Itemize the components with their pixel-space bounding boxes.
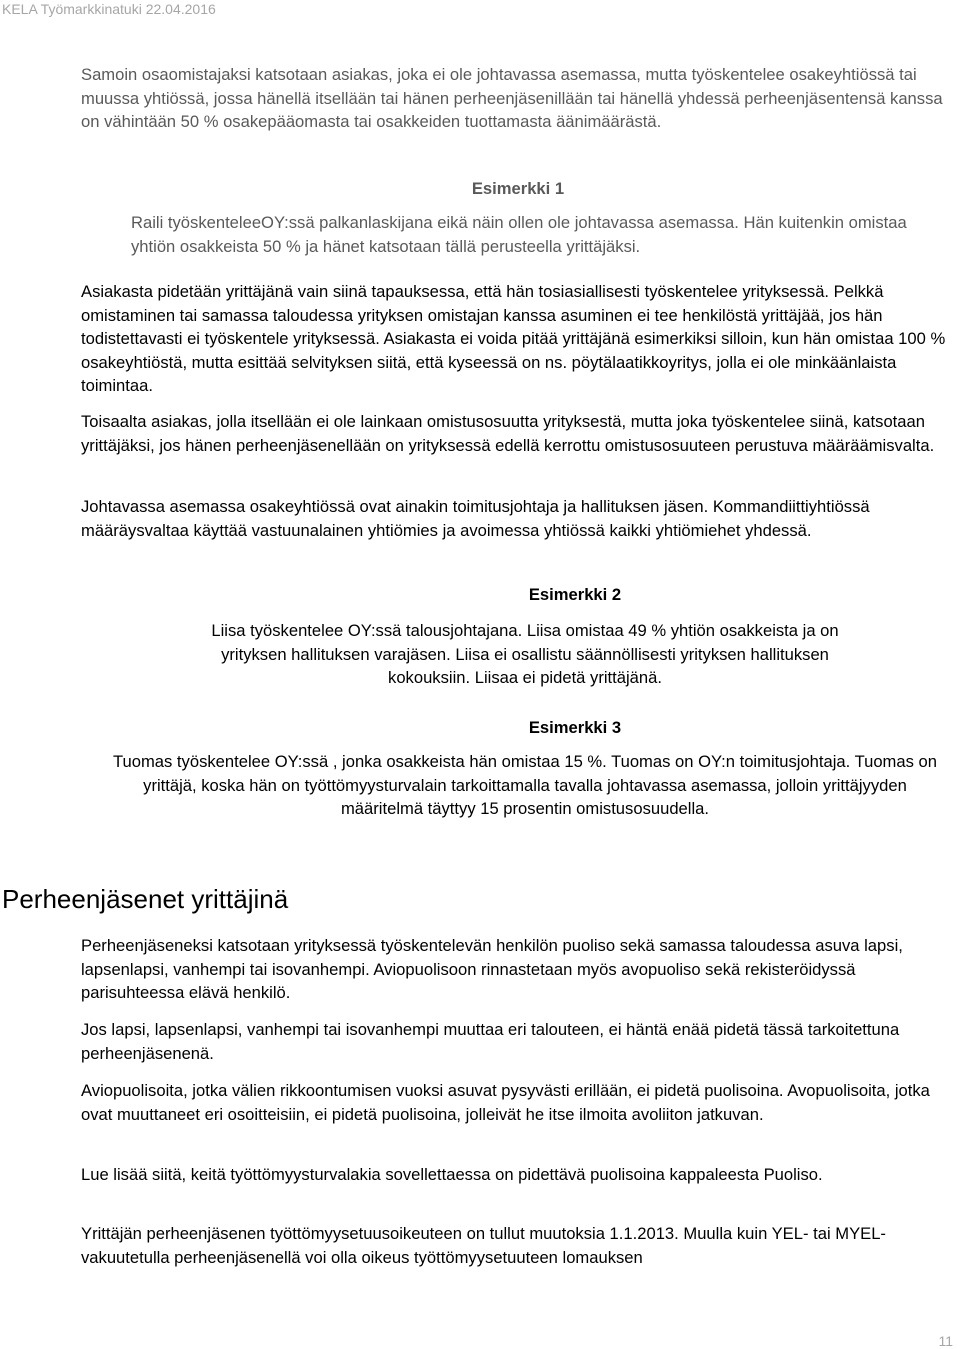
- example-1-title: Esimerkki 1: [471, 179, 565, 198]
- example-2-title: Esimerkki 2: [528, 585, 622, 604]
- example-3-title: Esimerkki 3: [528, 718, 622, 737]
- paragraph-osaomistaja: Samoin osaomistajaksi katsotaan asiakas, joka ei ole johtavassa asemassa, mutta työskentelee osakeyhtiössä tai muussa yhtiössä, jossa hänellä itsellään tai hänen perheenjäsenillään tai hänellä yhdessä perheenjäsentensä kanssa on vähintään 50 % osakepääomasta tai osakkeiden tuottamasta äänimäärästä.: [81, 65, 943, 131]
- paragraph-yrittaja-tyoskentelee: Asiakasta pidetään yrittäjänä vain siinä tapauksessa, että hän tosiasiallisesti työskentelee yrityksessä. Pelkkä omistaminen tai samassa taloudessa yrityksen omistajan kanssa asuminen ei tee henkilöstä yrittäjää, jos hän todistettavasti ei työskentele yrityksessä. Asiakasta ei voida pitää yrittäjänä esimerkiksi silloin, kun hän omistaa 100 % osakeyhtiöstä, mutta esittää selvityksen siitä, että kyseessä on ns. pöytälaatikkoyritys, jolla ei ole minkäänlaista toimintaa.: [81, 282, 946, 395]
- section-heading: Perheenjäsenet yrittäjinä: [2, 884, 289, 914]
- paragraph-muutto: Jos lapsi, lapsenlapsi, vanhempi tai isovanhempi muuttaa eri talouteen, ei häntä enää pidetä tässä tarkoitettuna perheenjäsenenä.: [81, 1020, 900, 1063]
- paragraph-perheenjasen-maaritelma: Perheenjäseneksi katsotaan yrityksessä työskentelevän henkilön puoliso sekä samassa taloudessa asuva lapsi, lapsenlapsi, vanhempi tai isovanhempi. Aviopuolisoon rinnastetaan myös avopuoliso sekä rekisteröidyssä parisuhteessa elävä henkilö.: [81, 936, 903, 1002]
- example-2-text: Liisa työskentelee OY:ssä talousjohtajana. Liisa omistaa 49 % yhtiön osakkeista ja on yrityksen hallituksen varajäsen. Liisa ei osallistu säännöllisesti yrityksen hallituksen kokouksiin. Liisaa ei pidetä yrittäjänä.: [211, 621, 839, 687]
- paragraph-puolisot: Aviopuolisoita, jotka välien rikkoontumisen vuoksi asuvat pysyvästi erillään, ei pidetä puolisoina. Avopuolisoita, jotka ovat muuttaneet eri osoitteisiin, ei pidetä puolisoina, jolleivät he itse ilmoita avoliiton jatkuvan.: [81, 1081, 930, 1124]
- paragraph-lue-lisaa: Lue lisää siitä, keitä työttömyysturvalakia sovellettaessa on pidettävä puolisoina kappaleesta Puoliso.: [81, 1165, 823, 1184]
- document-header: KELA Työmarkkinatuki 22.04.2016: [2, 1, 216, 17]
- paragraph-muutokset-2013: Yrittäjän perheenjäsenen työttömyysetuusoikeuteen on tullut muutoksia 1.1.2013. Muulla kuin YEL- tai MYEL-vakuutetulla perheenjäsenellä voi olla oikeus työttömyysetuuteen lomauksen: [81, 1224, 886, 1267]
- page-number: 11: [938, 1333, 953, 1349]
- example-3-text: Tuomas työskentelee OY:ssä , jonka osakkeista hän omistaa 15 %. Tuomas on OY:n toimitusjohtaja. Tuomas on yrittäjä, koska hän on työttömyysturvalain tarkoittamalla tavalla johtavassa asemassa, jolloin yrittäjyyden määritelmä täyttyy 15 prosentin omistusosuudella.: [113, 752, 937, 818]
- example-1-text: Raili työskenteleeOY:ssä palkanlaskijana eikä näin ollen ole johtavassa asemassa. Hän kuitenkin omistaa yhtiön osakkeista 50 % ja hänet katsotaan tällä perusteella yrittäjäksi.: [131, 213, 907, 256]
- paragraph-johtava-asema: Johtavassa asemassa osakeyhtiössä ovat ainakin toimitusjohtaja ja hallituksen jäsen. Kommandiittiyhtiössä määräysvaltaa käyttää vastuunalainen yhtiömies ja avoimessa yhtiössä kaikki yhtiömiehet yhdessä.: [81, 497, 870, 540]
- paragraph-omistusosuus: Toisaalta asiakas, jolla itsellään ei ole lainkaan omistusosuutta yrityksestä, mutta joka työskentelee siinä, katsotaan yrittäjäksi, jos hänen perheenjäsenellään on yrityksessä edellä kerrottu omistusosuuteen perustuva määräämisvalta.: [81, 412, 935, 455]
